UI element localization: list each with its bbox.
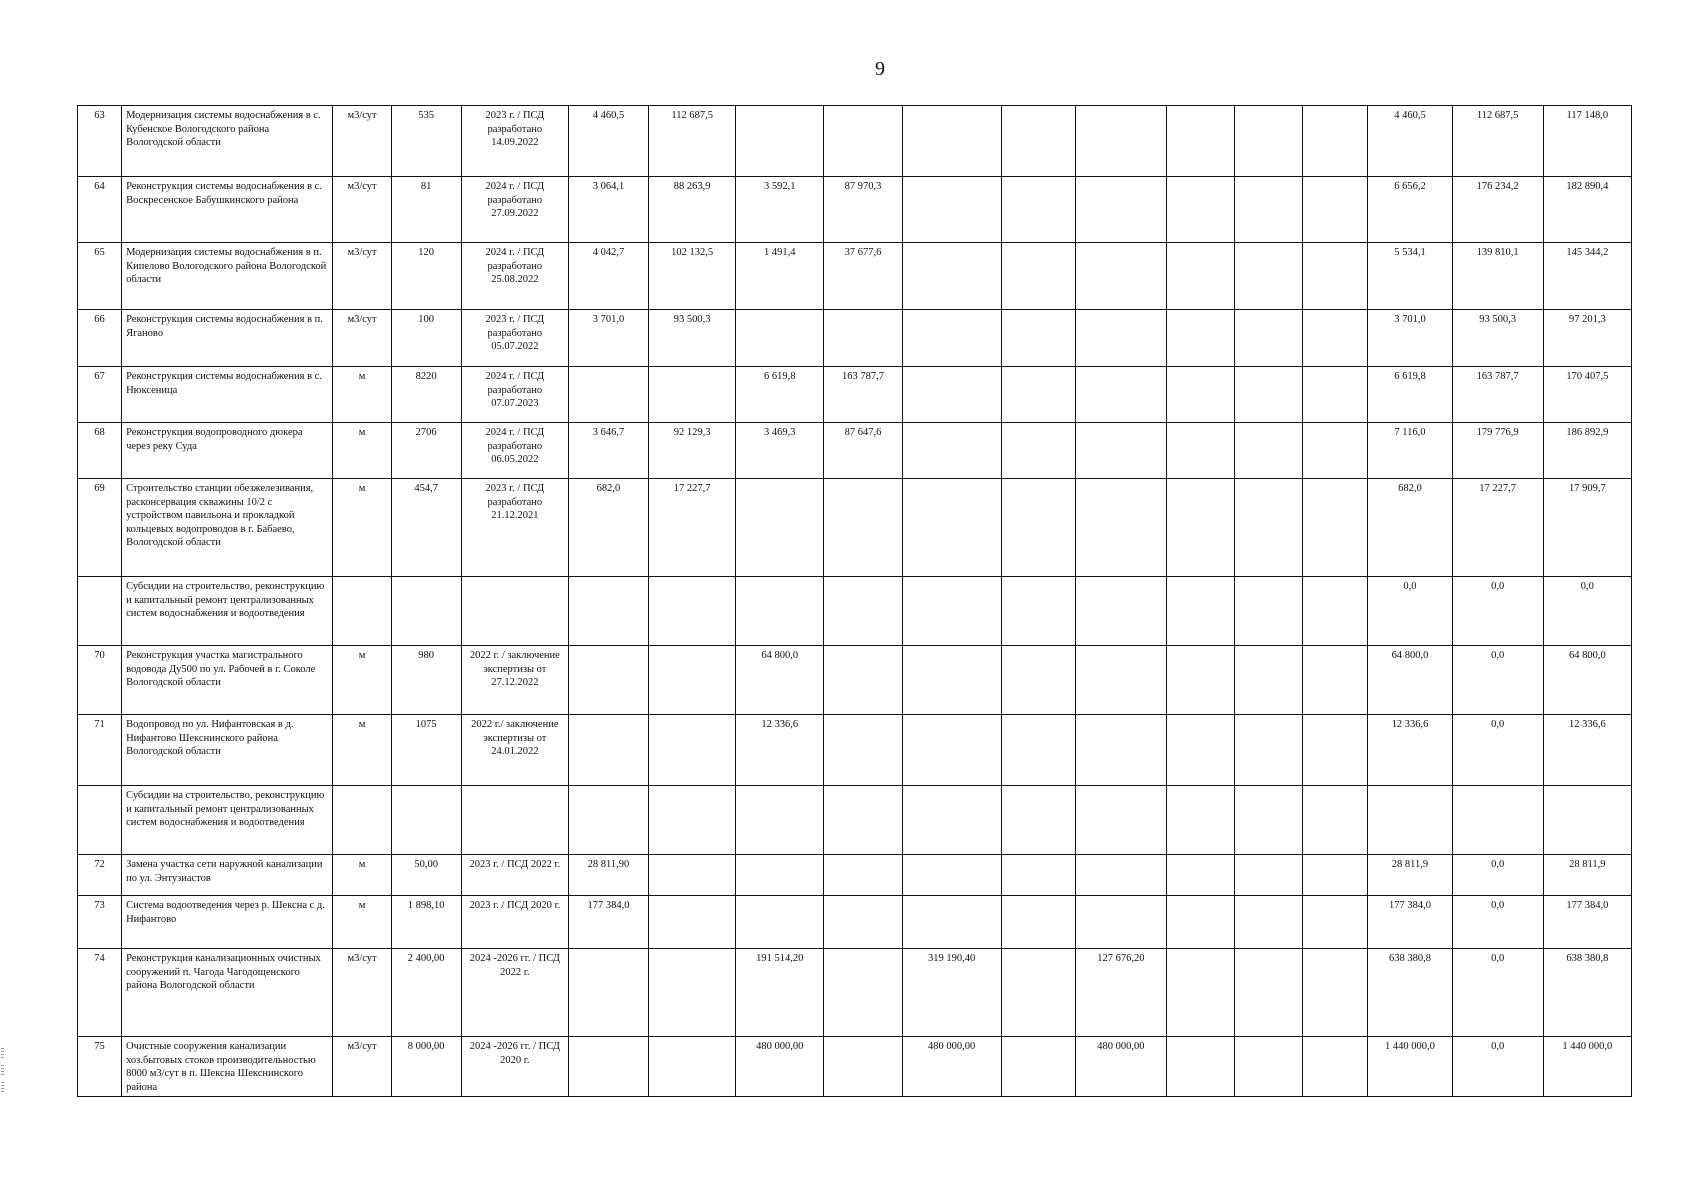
value-10: [1303, 1037, 1368, 1097]
value-9: [1235, 177, 1303, 243]
total-1: 7 116,0: [1368, 423, 1452, 479]
value-3: [736, 896, 824, 949]
value-10: [1303, 177, 1368, 243]
unit: м: [333, 896, 391, 949]
value-4: 37 677,6: [824, 243, 902, 310]
capacity: 1075: [391, 715, 461, 786]
total-3: 1 440 000,0: [1543, 1037, 1631, 1097]
value-9: [1235, 423, 1303, 479]
value-1: [568, 646, 648, 715]
total-1: 28 811,9: [1368, 855, 1452, 896]
value-1: 3 646,7: [568, 423, 648, 479]
value-3: [736, 106, 824, 177]
row-number: [78, 577, 122, 646]
value-8: [1167, 243, 1235, 310]
table-row: [78, 1037, 1632, 1097]
total-3: 12 336,6: [1543, 715, 1631, 786]
total-1: 5 534,1: [1368, 243, 1452, 310]
value-3: [736, 479, 824, 577]
total-1: 638 380,8: [1368, 949, 1452, 1037]
scan-artifact: [1, 1065, 4, 1075]
total-1: 6 656,2: [1368, 177, 1452, 243]
total-2: [1452, 786, 1543, 855]
value-5: [902, 243, 1001, 310]
value-7: [1075, 855, 1166, 896]
value-10: [1303, 786, 1368, 855]
object-name: Реконструкция системы водоснабжения в п. Ягановo: [122, 310, 333, 367]
object-name: Система водоотведения через р. Шексна с д. Нифантово: [122, 896, 333, 949]
total-2: 176 234,2: [1452, 177, 1543, 243]
value-1: 4 042,7: [568, 243, 648, 310]
value-9: [1235, 715, 1303, 786]
value-8: [1167, 786, 1235, 855]
deadline-psd: 2024 -2026 гг. / ПСД 2022 г.: [461, 949, 568, 1037]
value-8: [1167, 855, 1235, 896]
value-4: [824, 896, 902, 949]
value-3: 3 469,3: [736, 423, 824, 479]
deadline-psd: 2024 -2026 гг. / ПСД 2020 г.: [461, 1037, 568, 1097]
value-8: [1167, 310, 1235, 367]
value-8: [1167, 646, 1235, 715]
unit: [333, 786, 391, 855]
value-6: [1001, 423, 1075, 479]
value-2: [649, 896, 736, 949]
object-name: Реконструкция участка магистрального водовода Ду500 по ул. Рабочей в г. Соколе Вологодской области: [122, 646, 333, 715]
value-2: [649, 949, 736, 1037]
row-number: [78, 786, 122, 855]
value-5: [902, 896, 1001, 949]
table-row: [78, 855, 1632, 896]
value-6: [1001, 367, 1075, 423]
unit: м3/сут: [333, 1037, 391, 1097]
deadline-psd: [461, 786, 568, 855]
value-10: [1303, 855, 1368, 896]
capacity: 100: [391, 310, 461, 367]
value-4: [824, 479, 902, 577]
total-2: 179 776,9: [1452, 423, 1543, 479]
value-6: [1001, 1037, 1075, 1097]
value-7: [1075, 646, 1166, 715]
total-3: 117 148,0: [1543, 106, 1631, 177]
total-3: 177 384,0: [1543, 896, 1631, 949]
value-7: [1075, 479, 1166, 577]
value-3: 64 800,0: [736, 646, 824, 715]
value-1: 4 460,5: [568, 106, 648, 177]
total-2: 163 787,7: [1452, 367, 1543, 423]
value-2: 17 227,7: [649, 479, 736, 577]
value-10: [1303, 310, 1368, 367]
capacity: 8220: [391, 367, 461, 423]
total-3: 28 811,9: [1543, 855, 1631, 896]
value-2: [649, 577, 736, 646]
value-7: [1075, 577, 1166, 646]
value-10: [1303, 949, 1368, 1037]
total-1: 0,0: [1368, 577, 1452, 646]
total-3: 17 909,7: [1543, 479, 1631, 577]
value-2: [649, 715, 736, 786]
value-1: [568, 786, 648, 855]
value-6: [1001, 896, 1075, 949]
value-8: [1167, 577, 1235, 646]
value-5: [902, 310, 1001, 367]
object-name: Модернизация системы водоснабжения в п. Кипелово Вологодского района Вологодской области: [122, 243, 333, 310]
value-9: [1235, 949, 1303, 1037]
scan-artifact: [1, 1048, 4, 1058]
value-3: [736, 577, 824, 646]
total-2: 0,0: [1452, 855, 1543, 896]
table-row: [78, 646, 1632, 715]
row-number: 75: [78, 1037, 122, 1097]
value-10: [1303, 367, 1368, 423]
value-5: [902, 479, 1001, 577]
total-3: 170 407,5: [1543, 367, 1631, 423]
value-3: 3 592,1: [736, 177, 824, 243]
total-3: 145 344,2: [1543, 243, 1631, 310]
table-row: [78, 786, 1632, 855]
capacity: 535: [391, 106, 461, 177]
table-row: [78, 367, 1632, 423]
table-row: [78, 479, 1632, 577]
deadline-psd: 2023 г. / ПСД 2020 г.: [461, 896, 568, 949]
row-number: 68: [78, 423, 122, 479]
row-number: 72: [78, 855, 122, 896]
capacity: 1 898,10: [391, 896, 461, 949]
value-1: 28 811,90: [568, 855, 648, 896]
total-1: 3 701,0: [1368, 310, 1452, 367]
total-3: 64 800,0: [1543, 646, 1631, 715]
value-9: [1235, 310, 1303, 367]
unit: м3/сут: [333, 177, 391, 243]
table-row: [78, 423, 1632, 479]
value-8: [1167, 479, 1235, 577]
value-9: [1235, 646, 1303, 715]
value-2: 92 129,3: [649, 423, 736, 479]
value-2: [649, 786, 736, 855]
table-row: [78, 896, 1632, 949]
row-number: 64: [78, 177, 122, 243]
object-name: Субсидии на строительство, реконструкцию и капитальный ремонт централизованных систем водоснабжения и водоотведения: [122, 786, 333, 855]
deadline-psd: 2024 г. / ПСД разработано 25.08.2022: [461, 243, 568, 310]
object-name: Реконструкция системы водоснабжения в с. Нюксеница: [122, 367, 333, 423]
total-1: [1368, 786, 1452, 855]
value-5: [902, 786, 1001, 855]
value-5: [902, 855, 1001, 896]
value-4: [824, 577, 902, 646]
value-5: 319 190,40: [902, 949, 1001, 1037]
total-2: 112 687,5: [1452, 106, 1543, 177]
table-row: [78, 310, 1632, 367]
value-7: [1075, 786, 1166, 855]
table-body: [78, 106, 1632, 1097]
value-1: [568, 949, 648, 1037]
value-8: [1167, 106, 1235, 177]
object-name: Модернизация системы водоснабжения в с. Кубенское Вологодского района Вологодской области: [122, 106, 333, 177]
total-1: 177 384,0: [1368, 896, 1452, 949]
object-name: Очистные сооружения канализации хоз.бытовых стоков производительностью 8000 м3/сут в п. Шексна Шекснинского района: [122, 1037, 333, 1097]
total-1: 4 460,5: [1368, 106, 1452, 177]
total-3: 0,0: [1543, 577, 1631, 646]
value-7: 127 676,20: [1075, 949, 1166, 1037]
value-5: 480 000,00: [902, 1037, 1001, 1097]
total-2: 0,0: [1452, 646, 1543, 715]
value-6: [1001, 577, 1075, 646]
unit: м3/сут: [333, 310, 391, 367]
total-2: 17 227,7: [1452, 479, 1543, 577]
value-8: [1167, 715, 1235, 786]
capacity: 120: [391, 243, 461, 310]
value-10: [1303, 577, 1368, 646]
deadline-psd: 2024 г. / ПСД разработано 06.05.2022: [461, 423, 568, 479]
total-1: 12 336,6: [1368, 715, 1452, 786]
value-4: [824, 106, 902, 177]
capacity: 81: [391, 177, 461, 243]
unit: м: [333, 423, 391, 479]
value-9: [1235, 1037, 1303, 1097]
value-10: [1303, 715, 1368, 786]
value-6: [1001, 243, 1075, 310]
value-9: [1235, 896, 1303, 949]
row-number: 65: [78, 243, 122, 310]
value-3: [736, 310, 824, 367]
capacity: 2 400,00: [391, 949, 461, 1037]
value-6: [1001, 715, 1075, 786]
total-2: 0,0: [1452, 577, 1543, 646]
row-number: 67: [78, 367, 122, 423]
value-4: [824, 949, 902, 1037]
value-8: [1167, 896, 1235, 949]
deadline-psd: 2023 г. / ПСД разработано 05.07.2022: [461, 310, 568, 367]
capacity: 454,7: [391, 479, 461, 577]
total-2: 0,0: [1452, 896, 1543, 949]
value-1: [568, 715, 648, 786]
total-3: 186 892,9: [1543, 423, 1631, 479]
value-5: [902, 577, 1001, 646]
value-8: [1167, 177, 1235, 243]
investment-table: [77, 105, 1632, 1097]
unit: м: [333, 715, 391, 786]
deadline-psd: 2024 г. / ПСД разработано 27.09.2022: [461, 177, 568, 243]
object-name: Реконструкция канализационных очистных сооружений п. Чагода Чагодощенского района Вологодской области: [122, 949, 333, 1037]
value-2: [649, 646, 736, 715]
value-1: 177 384,0: [568, 896, 648, 949]
total-2: 139 810,1: [1452, 243, 1543, 310]
value-6: [1001, 786, 1075, 855]
deadline-psd: 2024 г. / ПСД разработано 07.07.2023: [461, 367, 568, 423]
total-2: 0,0: [1452, 949, 1543, 1037]
value-3: 191 514,20: [736, 949, 824, 1037]
value-9: [1235, 855, 1303, 896]
value-4: [824, 1037, 902, 1097]
table-row: [78, 243, 1632, 310]
table-row: [78, 106, 1632, 177]
value-9: [1235, 577, 1303, 646]
value-4: [824, 646, 902, 715]
value-9: [1235, 367, 1303, 423]
capacity: [391, 786, 461, 855]
total-3: 638 380,8: [1543, 949, 1631, 1037]
unit: [333, 577, 391, 646]
value-7: 480 000,00: [1075, 1037, 1166, 1097]
value-9: [1235, 479, 1303, 577]
total-3: 182 890,4: [1543, 177, 1631, 243]
value-10: [1303, 423, 1368, 479]
total-1: 64 800,0: [1368, 646, 1452, 715]
table-row: [78, 177, 1632, 243]
unit: м: [333, 479, 391, 577]
value-4: [824, 715, 902, 786]
value-1: 3 701,0: [568, 310, 648, 367]
value-7: [1075, 243, 1166, 310]
capacity: 8 000,00: [391, 1037, 461, 1097]
value-7: [1075, 106, 1166, 177]
value-6: [1001, 310, 1075, 367]
value-4: [824, 786, 902, 855]
unit: м3/сут: [333, 106, 391, 177]
deadline-psd: 2023 г. / ПСД 2022 г.: [461, 855, 568, 896]
object-name: Строительство станции обезжелезивания, расконсервация скважины 10/2 с устройством павильона и прокладкой кольцевых водопроводов в г. Бабаево, Вологодской области: [122, 479, 333, 577]
value-2: [649, 855, 736, 896]
unit: м: [333, 855, 391, 896]
total-2: 0,0: [1452, 1037, 1543, 1097]
value-7: [1075, 896, 1166, 949]
total-2: 0,0: [1452, 715, 1543, 786]
row-number: 70: [78, 646, 122, 715]
scan-artifact: [1, 1082, 4, 1092]
value-8: [1167, 1037, 1235, 1097]
value-4: [824, 310, 902, 367]
table-row: [78, 715, 1632, 786]
deadline-psd: [461, 577, 568, 646]
value-9: [1235, 243, 1303, 310]
value-5: [902, 715, 1001, 786]
value-3: [736, 786, 824, 855]
value-1: 682,0: [568, 479, 648, 577]
value-3: 480 000,00: [736, 1037, 824, 1097]
unit: м: [333, 367, 391, 423]
total-3: [1543, 786, 1631, 855]
row-number: 69: [78, 479, 122, 577]
value-7: [1075, 423, 1166, 479]
value-2: [649, 367, 736, 423]
capacity: 50,00: [391, 855, 461, 896]
row-number: 66: [78, 310, 122, 367]
total-1: 1 440 000,0: [1368, 1037, 1452, 1097]
value-1: [568, 577, 648, 646]
unit: м3/сут: [333, 243, 391, 310]
value-5: [902, 646, 1001, 715]
value-5: [902, 367, 1001, 423]
total-3: 97 201,3: [1543, 310, 1631, 367]
row-number: 63: [78, 106, 122, 177]
object-name: Субсидии на строительство, реконструкцию и капитальный ремонт централизованных систем водоснабжения и водоотведения: [122, 577, 333, 646]
object-name: Замена участка сети наружной канализации по ул. Энтузиастов: [122, 855, 333, 896]
object-name: Водопровод по ул. Нифантовская в д. Нифантово Шекснинского района Вологодской области: [122, 715, 333, 786]
value-2: 102 132,5: [649, 243, 736, 310]
total-1: 6 619,8: [1368, 367, 1452, 423]
value-9: [1235, 786, 1303, 855]
value-8: [1167, 949, 1235, 1037]
value-1: [568, 1037, 648, 1097]
capacity: 2706: [391, 423, 461, 479]
value-2: 93 500,3: [649, 310, 736, 367]
value-8: [1167, 423, 1235, 479]
value-7: [1075, 177, 1166, 243]
value-1: 3 064,1: [568, 177, 648, 243]
value-7: [1075, 715, 1166, 786]
value-6: [1001, 855, 1075, 896]
value-10: [1303, 106, 1368, 177]
table-row: [78, 577, 1632, 646]
value-4: 87 970,3: [824, 177, 902, 243]
deadline-psd: 2023 г. / ПСД разработано 14.09.2022: [461, 106, 568, 177]
value-2: 112 687,5: [649, 106, 736, 177]
value-5: [902, 106, 1001, 177]
value-7: [1075, 310, 1166, 367]
value-6: [1001, 479, 1075, 577]
deadline-psd: 2022 г./ заключение экспертизы от 24.01.2022: [461, 715, 568, 786]
value-5: [902, 177, 1001, 243]
value-3: 1 491,4: [736, 243, 824, 310]
value-3: 6 619,8: [736, 367, 824, 423]
value-2: [649, 1037, 736, 1097]
capacity: 980: [391, 646, 461, 715]
value-3: [736, 855, 824, 896]
row-number: 74: [78, 949, 122, 1037]
value-2: 88 263,9: [649, 177, 736, 243]
page-number: 9: [875, 58, 885, 80]
total-2: 93 500,3: [1452, 310, 1543, 367]
total-1: 682,0: [1368, 479, 1452, 577]
unit: м: [333, 646, 391, 715]
deadline-psd: 2022 г. / заключение экспертизы от 27.12.2022: [461, 646, 568, 715]
value-4: 87 647,6: [824, 423, 902, 479]
value-10: [1303, 896, 1368, 949]
value-10: [1303, 243, 1368, 310]
value-6: [1001, 949, 1075, 1037]
value-10: [1303, 646, 1368, 715]
object-name: Реконструкция водопроводного дюкера через реку Суда: [122, 423, 333, 479]
value-7: [1075, 367, 1166, 423]
value-9: [1235, 106, 1303, 177]
value-1: [568, 367, 648, 423]
value-3: 12 336,6: [736, 715, 824, 786]
value-6: [1001, 177, 1075, 243]
row-number: 71: [78, 715, 122, 786]
value-5: [902, 423, 1001, 479]
deadline-psd: 2023 г. / ПСД разработано 21.12.2021: [461, 479, 568, 577]
value-4: [824, 855, 902, 896]
table-row: [78, 949, 1632, 1037]
row-number: 73: [78, 896, 122, 949]
value-6: [1001, 646, 1075, 715]
capacity: [391, 577, 461, 646]
unit: м3/сут: [333, 949, 391, 1037]
value-8: [1167, 367, 1235, 423]
value-6: [1001, 106, 1075, 177]
object-name: Реконструкция системы водоснабжения в с. Воскресенское Бабушкинского района: [122, 177, 333, 243]
value-4: 163 787,7: [824, 367, 902, 423]
value-10: [1303, 479, 1368, 577]
